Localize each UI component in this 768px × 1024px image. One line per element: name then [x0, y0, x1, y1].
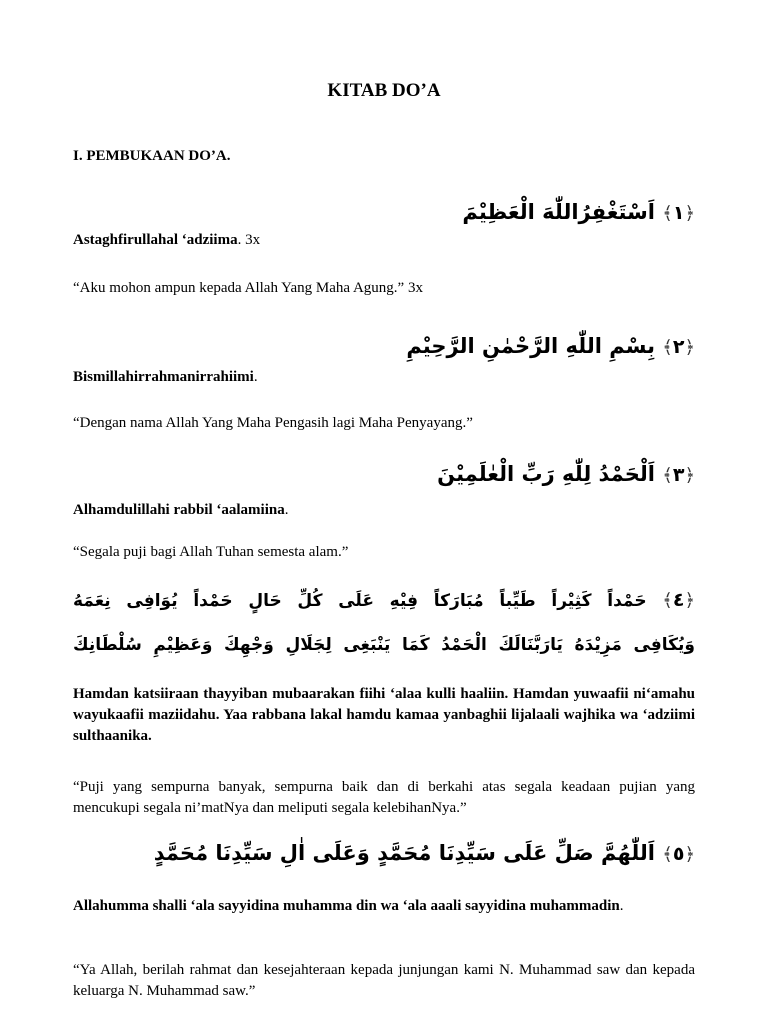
arabic-verse-4-line-2: وَيُكَافِى مَزِيْدَهُ يَارَبَّنَالَكَ الْحَمْدُ كَمَا يَنْبَغِى لِجَلَالِ وَجْهِكَ وَعَظِيْمِ سُلْطَانِكَ	[73, 635, 695, 655]
transliteration-5: Allahumma shalli ‘ala sayyidina muhamma din wa ‘ala aaali sayyidina muhammadin.	[73, 898, 624, 914]
arabic-verse-4-line-1: ﴿٤﴾ حَمْداً كَثِيْراً طَيِّباً مُبَارَكاً فِيْهِ عَلَى كُلِّ حَالٍ حَمْداً يُوَافِى نِعَمَهُ	[73, 589, 695, 611]
ornament-icon: ﴾	[662, 337, 673, 358]
translation-2: “Dengan nama Allah Yang Maha Pengasih lagi Maha Penyayang.”	[73, 415, 473, 431]
section-heading: I. PEMBUKAAN DO’A.	[73, 148, 231, 164]
ornament-icon: ﴾	[662, 844, 673, 865]
ornament-icon: ﴾	[662, 590, 673, 611]
transliteration-2: Bismillahirrahmanirrahiimi.	[73, 369, 258, 385]
ornament-icon: ﴿	[684, 337, 695, 358]
ornament-icon: ﴿	[684, 465, 695, 486]
arabic-verse-3: ﴿٣﴾ اَلْحَمْدُ لِلّٰهِ رَبِّ الْعٰلَمِيْنَ	[437, 462, 695, 486]
ornament-icon: ﴿	[684, 844, 695, 865]
transliteration-4: Hamdan katsiiraan thayyiban mubaarakan fiihi ‘alaa kulli haaliin. Hamdan yuwaafii ni‘amahu wayukaafii maziidahu. Yaa rabbana lakal hamdu kamaa yanbaghii lijalaali wajhika wa ‘adziimi sulthaanika.	[73, 686, 695, 744]
arabic-verse-5: ﴿٥﴾ اَللّٰهُمَّ صَلِّ عَلَى سَيِّدِنَا مُحَمَّدٍ وَعَلَى اٰلِ سَيِّدِنَا مُحَمَّدٍ	[153, 841, 695, 865]
ornament-icon: ﴾	[662, 203, 673, 224]
arabic-verse-2: ﴿٢﴾ بِسْمِ اللّٰهِ الرَّحْمٰنِ الرَّحِيْمِ	[406, 334, 695, 358]
translation-1: “Aku mohon ampun kepada Allah Yang Maha Agung.” 3x	[73, 280, 423, 296]
translation-5: “Ya Allah, berilah rahmat dan kesejahteraan kepada junjungan kami N. Muhammad saw dan kepada keluarga N. Muhammad saw.”	[73, 962, 695, 999]
arabic-verse-1: ﴿١﴾ اَسْتَغْفِرُاللّٰهَ الْعَظِيْمَ	[462, 200, 695, 224]
ornament-icon: ﴾	[662, 465, 673, 486]
ornament-icon: ﴿	[684, 203, 695, 224]
ornament-icon: ﴿	[684, 590, 695, 611]
translation-3: “Segala puji bagi Allah Tuhan semesta alam.”	[73, 544, 349, 560]
transliteration-3: Alhamdulillahi rabbil ‘aalamiina.	[73, 502, 289, 518]
page-title: KITAB DO’A	[327, 80, 441, 101]
translation-4: “Puji yang sempurna banyak, sempurna baik dan di berkahi atas segala keadaan pujian yang mencukupi segala ni’matNya dan meliputi segala kelebihanNya.”	[73, 779, 695, 816]
transliteration-1: Astaghfirullahal ‘adziima. 3x	[73, 232, 261, 248]
